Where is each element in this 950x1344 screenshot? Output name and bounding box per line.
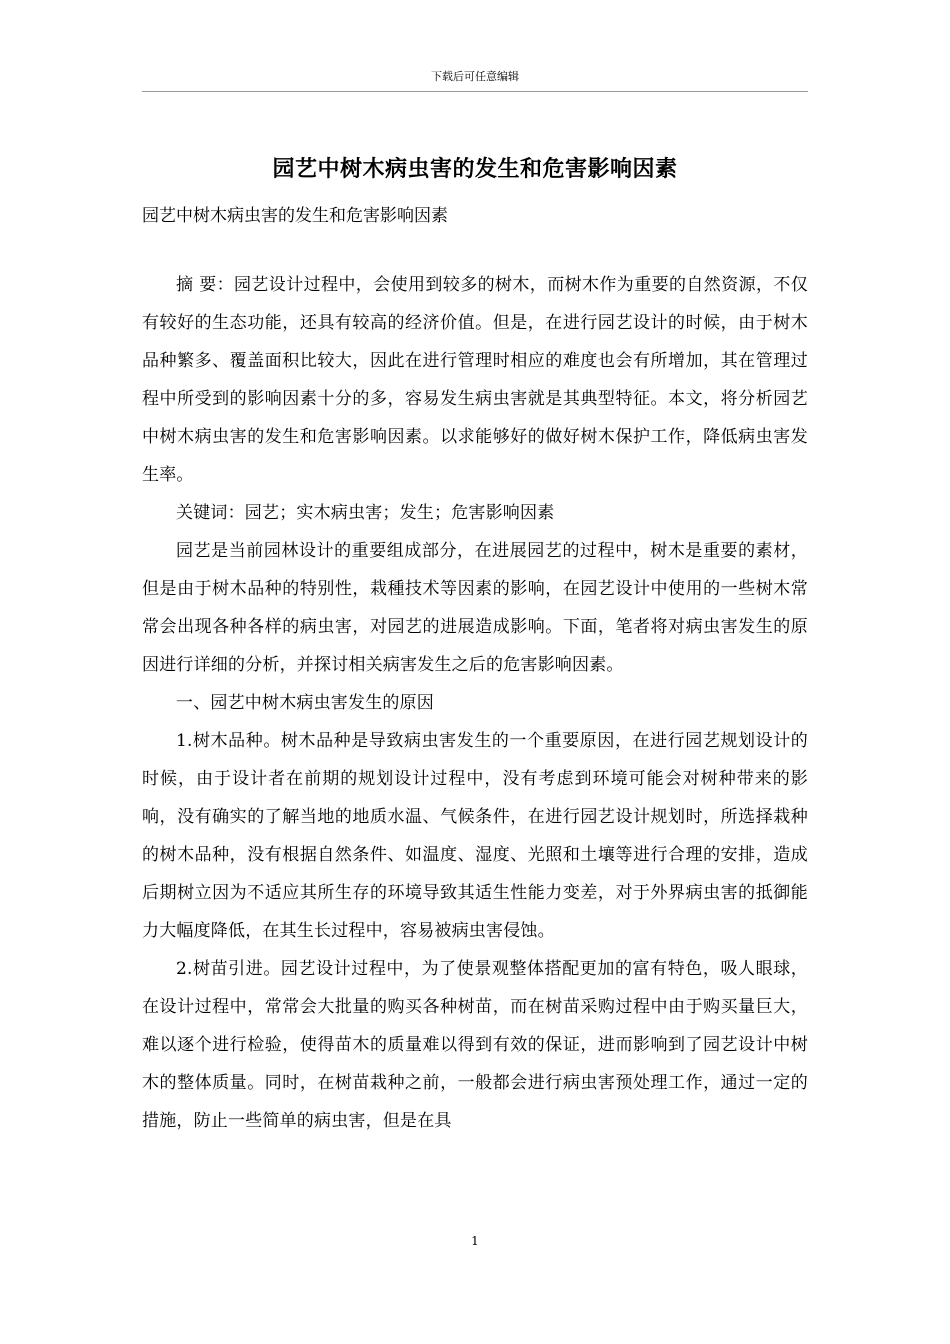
- document-title: 园艺中树木病虫害的发生和危害影响因素: [272, 156, 678, 182]
- header-divider: [142, 91, 808, 92]
- body-paragraph: 1.树木品种。树木品种是导致病虫害发生的一个重要原因，在进行园艺规划设计的时候，由于设计者在前期的规划设计过程中，没有考虑到环境可能会对树种带来的影响，没有确实的了解当地的地质水温、气候条件，在进行园艺设计规划时，所选择栽种的树木品种，没有根据自然条件、如温度、湿度、光照和土壤等进行合理的安排，造成后期树立因为不适应其所生存的环境导致其适生性能力变差，对于外界病虫害的抵御能力大幅度降低，在其生长过程中，容易被病虫害侵蚀。: [142, 731, 808, 941]
- body-paragraph: 2.树苗引进。园艺设计过程中，为了使景观整体搭配更加的富有特色，吸人眼球，在设计过程中，常常会大批量的购买各种树苗，而在树苗采购过程中由于购买量巨大，难以逐个进行检验，使得苗木的质量难以得到有效的保证，进而影响到了园艺设计中树木的整体质量。同时，在树苗栽种之前，一般都会进行病虫害预处理工作，通过一定的措施，防止一些简单的病虫害，但是在具: [142, 959, 808, 1131]
- abstract-paragraph: 摘 要：园艺设计过程中，会使用到较多的树木，而树木作为重要的自然资源，不仅有较好的生态功能，还具有较高的经济价值。但是，在进行园艺设计的时候，由于树木品种繁多、覆盖面积比较大，因此在进行管理时相应的难度也会有所增加，其在管理过程中所受到的影响因素十分的多，容易发生病虫害就是其典型特征。本文，将分析园艺中树木病虫害的发生和危害影响因素。以求能够好的做好树木保护工作，降低病虫害发生率。: [142, 275, 808, 485]
- page-number: 1: [471, 1234, 479, 1248]
- intro-paragraph: 园艺是当前园林设计的重要组成部分，在进展园艺的过程中，树木是重要的素材，但是由于树木品种的特别性，栽種技术等因素的影响，在园艺设计中使用的一些树木常常会出现各种各样的病虫害，对园艺的进展造成影响。下面，笔者将对病虫害发生的原因进行详细的分析，并探讨相关病害发生之后的危害影响因素。: [142, 541, 808, 675]
- keywords-paragraph: 关键词：园艺；实木病虫害；发生；危害影响因素: [176, 503, 555, 523]
- document-subtitle: 园艺中树木病虫害的发生和危害影响因素: [142, 206, 448, 226]
- section-heading: 一、园艺中树木病虫害发生的原因: [176, 693, 434, 713]
- document-body: [142, 266, 808, 1140]
- header-note: 下载后可任意编辑: [431, 70, 519, 83]
